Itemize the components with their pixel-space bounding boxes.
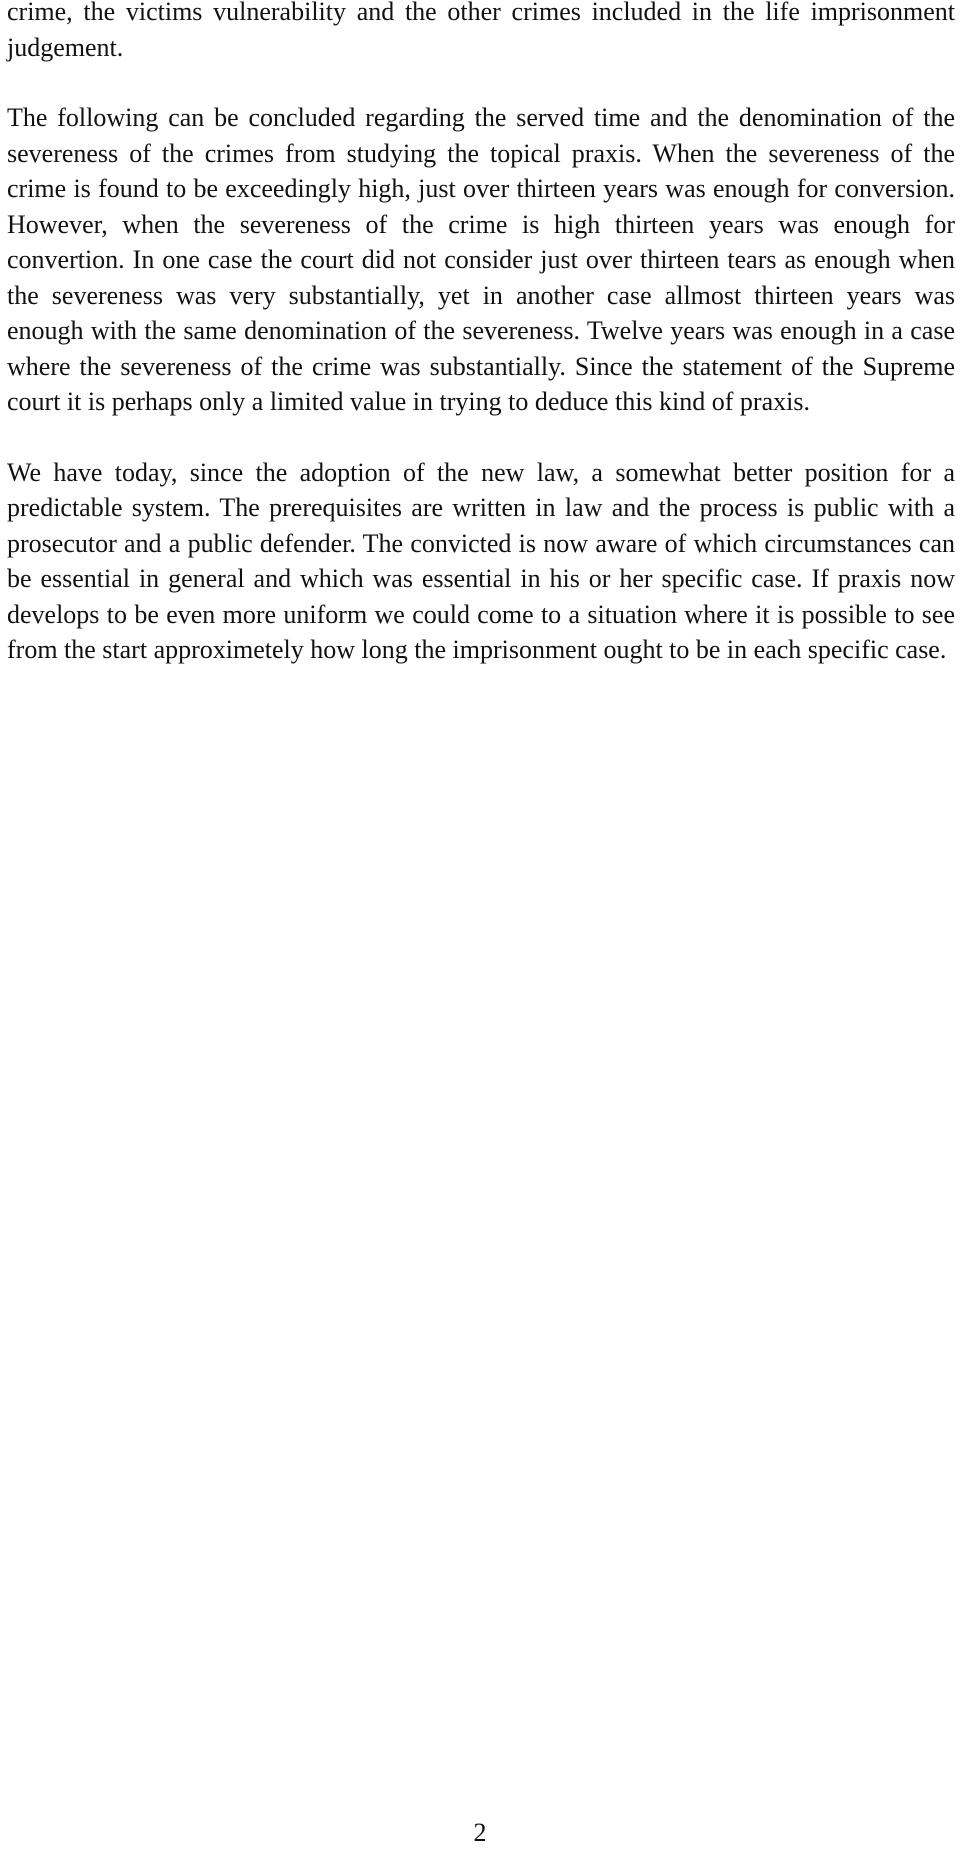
paragraph-3: We have today, since the adoption of the new law, a somewhat better position for a predictable system. The prerequisites are written in law and the process is public with a prosecutor and a public defender. The convicted is now aware of which circumstances can be essential in general and which was essential in his or her specific case. If praxis now develops to be even more uniform we could come to a situation where it is possible to see from the start approximetely how long the imprisonment ought to be in each specific case.	[7, 457, 955, 664]
paragraph-2: The following can be concluded regarding the served time and the denomination of the severeness of the crimes from studying the topical praxis. When the severeness of the crime is found to be exceedingly high, just over thirteen years was enough for conversion. However, when the severeness of the crime is high thirteen years was enough for convertion. In one case the court did not consider just over thirteen tears as enough when the severeness was very substantially, yet in another case allmost thirteen years was enough with the same denomination of the severeness. Twelve years was enough in a case where the severeness of the crime was substantially. Since the statement of the Supreme court it is perhaps only a limited value in trying to deduce this kind of praxis.	[7, 103, 955, 416]
page-number: 2	[473, 1818, 487, 1847]
paragraph-1: crime, the victims vulnerability and the other crimes included in the life imprisonment judgement.	[7, 0, 955, 62]
body-text	[7, 0, 955, 703]
